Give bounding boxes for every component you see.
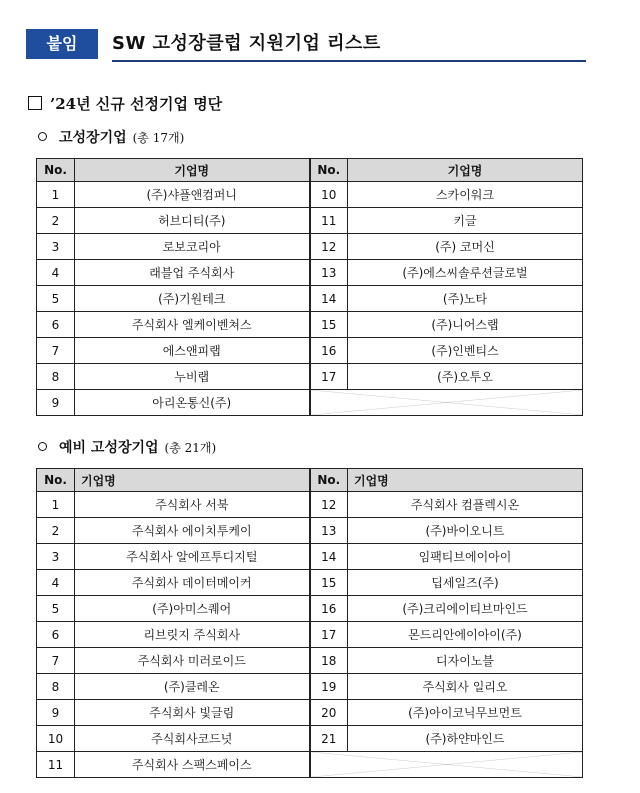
company-name: 주식회사 알에프투디지털 (75, 544, 310, 570)
row-number: 9 (37, 700, 75, 726)
row-number: 7 (37, 338, 75, 364)
table-row (37, 208, 583, 234)
group1-count: (총 17개) (132, 131, 185, 145)
company-name: 임팩티브에이아이 (348, 544, 583, 570)
table-row (37, 544, 583, 570)
row-number: 10 (37, 726, 75, 752)
row-number: 3 (37, 234, 75, 260)
row-number: 14 (310, 544, 348, 570)
group2-title: 예비 고성장기업 (59, 440, 159, 456)
company-name: 딥세일즈(주) (348, 570, 583, 596)
company-name: (주)노타 (348, 286, 583, 312)
company-name: (주)클레온 (75, 674, 310, 700)
row-number: 21 (310, 726, 348, 752)
col-header-no: No. (310, 159, 348, 182)
pre-high-growth-table (36, 468, 583, 778)
company-name: (주)바이오니트 (348, 518, 583, 544)
table-row (37, 570, 583, 596)
row-number: 4 (37, 570, 75, 596)
row-number: 16 (310, 338, 348, 364)
row-number: 12 (310, 492, 348, 518)
company-name: (주) 코머신 (348, 234, 583, 260)
row-number: 14 (310, 286, 348, 312)
company-name: 아리온통신(주) (75, 390, 310, 416)
row-number: 3 (37, 544, 75, 570)
company-name: 몬드리안에이아이(주) (348, 622, 583, 648)
row-number: 2 (37, 208, 75, 234)
circle-bullet-icon (38, 132, 47, 141)
company-name: 주식회사 서북 (75, 492, 310, 518)
company-name: (주)니어스랩 (348, 312, 583, 338)
circle-bullet-icon (38, 442, 47, 451)
row-number: 20 (310, 700, 348, 726)
table-row (37, 260, 583, 286)
company-name: (주)아이코닉무브먼트 (348, 700, 583, 726)
table-row (37, 286, 583, 312)
company-name: 누비랩 (75, 364, 310, 390)
company-name: 주식회사 에이치투케이 (75, 518, 310, 544)
row-number: 11 (310, 208, 348, 234)
table-row (37, 674, 583, 700)
row-number: 8 (37, 364, 75, 390)
table-row (37, 700, 583, 726)
col-header-name: 기업명 (75, 469, 310, 492)
empty-crossed-cell (310, 390, 583, 416)
cross-lines (311, 390, 583, 415)
company-name: 에스앤피랩 (75, 338, 310, 364)
table-row (37, 364, 583, 390)
table-header-row (37, 159, 583, 182)
row-number: 8 (37, 674, 75, 700)
row-number: 11 (37, 752, 75, 778)
table-row (37, 752, 583, 778)
row-number: 6 (37, 312, 75, 338)
table-row (37, 182, 583, 208)
page-header (26, 27, 586, 63)
table-row (37, 648, 583, 674)
table-header-row (37, 469, 583, 492)
table-row (37, 726, 583, 752)
row-number: 5 (37, 596, 75, 622)
row-number: 13 (310, 260, 348, 286)
company-name: (주)하얀마인드 (348, 726, 583, 752)
group2-heading (38, 437, 216, 457)
company-name: (주)에스씨솔루션글로벌 (348, 260, 583, 286)
company-name: (주)크리에이티브마인드 (348, 596, 583, 622)
section-title: ’24년 신규 선정기업 명단 (50, 95, 223, 113)
row-number: 10 (310, 182, 348, 208)
col-header-no: No. (37, 159, 75, 182)
group1-title: 고성장기업 (59, 130, 127, 146)
row-number: 15 (310, 312, 348, 338)
table-row (37, 338, 583, 364)
col-header-no: No. (310, 469, 348, 492)
cross-lines (311, 752, 583, 777)
company-name: 스카이워크 (348, 182, 583, 208)
company-name: 디자이노블 (348, 648, 583, 674)
row-number: 2 (37, 518, 75, 544)
section-heading (28, 93, 222, 114)
row-number: 12 (310, 234, 348, 260)
table-row (37, 518, 583, 544)
company-name: (주)오투오 (348, 364, 583, 390)
company-name: 주식회사코드넛 (75, 726, 310, 752)
col-header-name: 기업명 (348, 469, 583, 492)
row-number: 4 (37, 260, 75, 286)
col-header-no: No. (37, 469, 75, 492)
company-name: 래블업 주식회사 (75, 260, 310, 286)
company-name: 로보코리아 (75, 234, 310, 260)
row-number: 1 (37, 492, 75, 518)
high-growth-table (36, 158, 583, 416)
row-number: 17 (310, 364, 348, 390)
table-row (37, 492, 583, 518)
title-underline (112, 60, 586, 62)
col-header-name: 기업명 (348, 159, 583, 182)
table-row (37, 234, 583, 260)
company-name: 주식회사 데이터메이커 (75, 570, 310, 596)
empty-crossed-cell (310, 752, 583, 778)
row-number: 15 (310, 570, 348, 596)
row-number: 7 (37, 648, 75, 674)
company-name: 주식회사 미러로이드 (75, 648, 310, 674)
table-row (37, 622, 583, 648)
row-number: 9 (37, 390, 75, 416)
row-number: 5 (37, 286, 75, 312)
company-name: 주식회사 일리오 (348, 674, 583, 700)
company-name: 주식회사 스팩스페이스 (75, 752, 310, 778)
row-number: 6 (37, 622, 75, 648)
row-number: 17 (310, 622, 348, 648)
col-header-name: 기업명 (75, 159, 310, 182)
row-number: 18 (310, 648, 348, 674)
table-row (37, 596, 583, 622)
table-row (37, 390, 583, 416)
company-name: 주식회사 엘케이벤쳐스 (75, 312, 310, 338)
attachment-badge: 붙임 (26, 29, 98, 59)
company-name: 리브릿지 주식회사 (75, 622, 310, 648)
company-name: 주식회사 컴플렉시온 (348, 492, 583, 518)
company-name: (주)기원테크 (75, 286, 310, 312)
company-name: 주식회사 빛글림 (75, 700, 310, 726)
company-name: (주)샤플앤컴퍼니 (75, 182, 310, 208)
table-row (37, 312, 583, 338)
row-number: 16 (310, 596, 348, 622)
square-bullet-icon (28, 96, 42, 110)
company-name: (주)인벤티스 (348, 338, 583, 364)
company-name: 키글 (348, 208, 583, 234)
page-title: SW 고성장클럽 지원기업 리스트 (112, 33, 381, 54)
group1-heading (38, 127, 184, 147)
company-name: 허브디티(주) (75, 208, 310, 234)
row-number: 1 (37, 182, 75, 208)
row-number: 13 (310, 518, 348, 544)
group2-count: (총 21개) (164, 441, 217, 455)
row-number: 19 (310, 674, 348, 700)
company-name: (주)아미스퀘어 (75, 596, 310, 622)
